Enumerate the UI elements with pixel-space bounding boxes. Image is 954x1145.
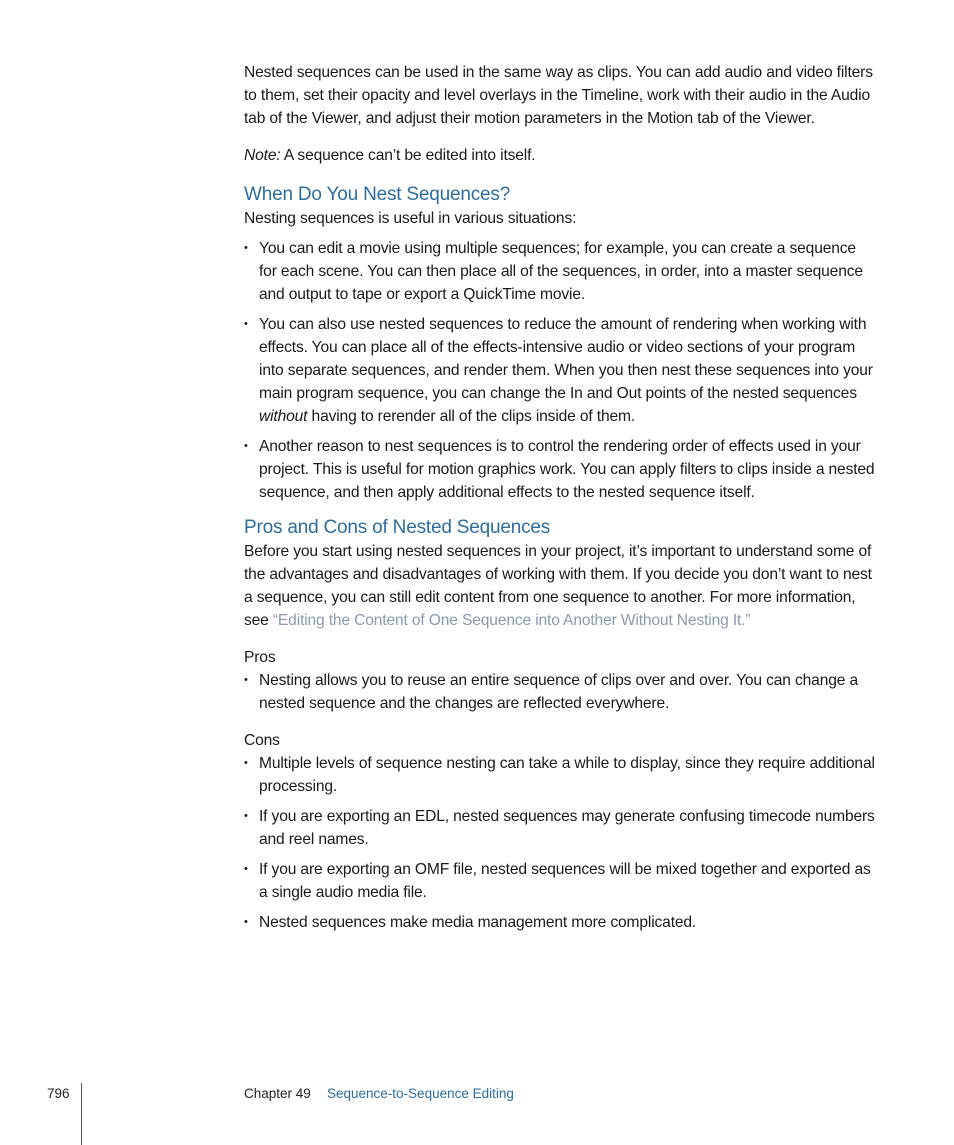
note-label: Note:	[244, 147, 281, 164]
note	[244, 144, 876, 167]
pros-list	[244, 669, 876, 715]
footer-chapter: Chapter 49	[244, 1086, 311, 1101]
bullet-icon: •	[244, 674, 248, 686]
bullet-icon: •	[244, 863, 248, 875]
list-item	[244, 858, 876, 904]
intro-paragraph: Nested sequences can be used in the same way as clips. You can add audio and video filters to them, set their opacity and level overlays in the Timeline, work with their audio in the Audio tab of the Viewer, and adjust their motion parameters in the Motion tab of the Viewer.	[244, 64, 873, 127]
bullet-icon: •	[244, 757, 248, 769]
section2-intro	[244, 540, 876, 632]
list-item-text-before: You can also use nested sequences to reduce the amount of rendering when working with effects. You can place all of the effects-intensive audio or video sections of your program into separate sequences, and render them. When you then nest these sequences into your main program sequence, you can change the In and Out points of the nested sequences	[259, 316, 873, 402]
list-item-text: Another reason to nest sequences is to control the rendering order of effects used in your project. This is useful for motion graphics work. You can apply filters to clips inside a nested sequence, and then apply additional effects to the nested sequence itself.	[259, 438, 875, 501]
list-item-text: Nested sequences make media management more complicated.	[259, 914, 697, 931]
pros-heading: Pros	[244, 649, 276, 666]
list-item	[244, 313, 876, 428]
list-item-text-after: having to rerender all of the clips inside of them.	[307, 408, 636, 425]
bullet-icon: •	[244, 318, 248, 330]
bullet-icon: •	[244, 916, 248, 928]
list-item	[244, 805, 876, 851]
cross-reference-link[interactable]: “Editing the Content of One Sequence into Another Without Nesting It.”	[272, 612, 751, 629]
section-heading-pros-cons: Pros and Cons of Nested Sequences	[244, 517, 551, 538]
page-content	[244, 61, 876, 934]
bullet-icon: •	[244, 440, 248, 452]
list-item-text: Multiple levels of sequence nesting can take a while to display, since they require additional processing.	[259, 755, 875, 795]
page-number: 796	[47, 1086, 70, 1101]
list-item-text: If you are exporting an OMF file, nested sequences will be mixed together and exported as a single audio media file.	[259, 861, 871, 901]
bullet-icon: •	[244, 810, 248, 822]
section2-intro-text: Before you start using nested sequences in your project, it’s important to understand some of the advantages and disadvantages of working with them. If you decide you don’t want to nest a sequence, you can still edit content from one sequence to another. For more information, see	[244, 543, 872, 629]
section-heading-when-nest: When Do You Nest Sequences?	[244, 184, 511, 205]
section1-intro: Nesting sequences is useful in various situations:	[244, 210, 577, 227]
section1-bullet-list	[244, 237, 876, 504]
list-item	[244, 669, 876, 715]
list-item-text: You can edit a movie using multiple sequences; for example, you can create a sequence for each scene. You can then place all of the sequences, in order, into a master sequence and output to tape or export a QuickTime movie.	[259, 240, 863, 303]
list-item	[244, 237, 876, 306]
note-text: A sequence can’t be edited into itself.	[283, 147, 536, 164]
list-item	[244, 435, 876, 504]
list-item-text: If you are exporting an EDL, nested sequences may generate confusing timecode numbers and reel names.	[259, 808, 875, 848]
list-item-emphasis: without	[259, 408, 308, 425]
list-item-text: Nesting allows you to reuse an entire sequence of clips over and over. You can change a nested sequence and the changes are reflected everywhere.	[259, 672, 858, 712]
cons-list	[244, 752, 876, 934]
list-item	[244, 752, 876, 798]
footer-chapter-title[interactable]: Sequence-to-Sequence Editing	[327, 1086, 514, 1101]
footer-divider	[81, 1083, 82, 1145]
bullet-icon: •	[244, 242, 248, 254]
cons-heading: Cons	[244, 732, 280, 749]
list-item	[244, 911, 876, 934]
